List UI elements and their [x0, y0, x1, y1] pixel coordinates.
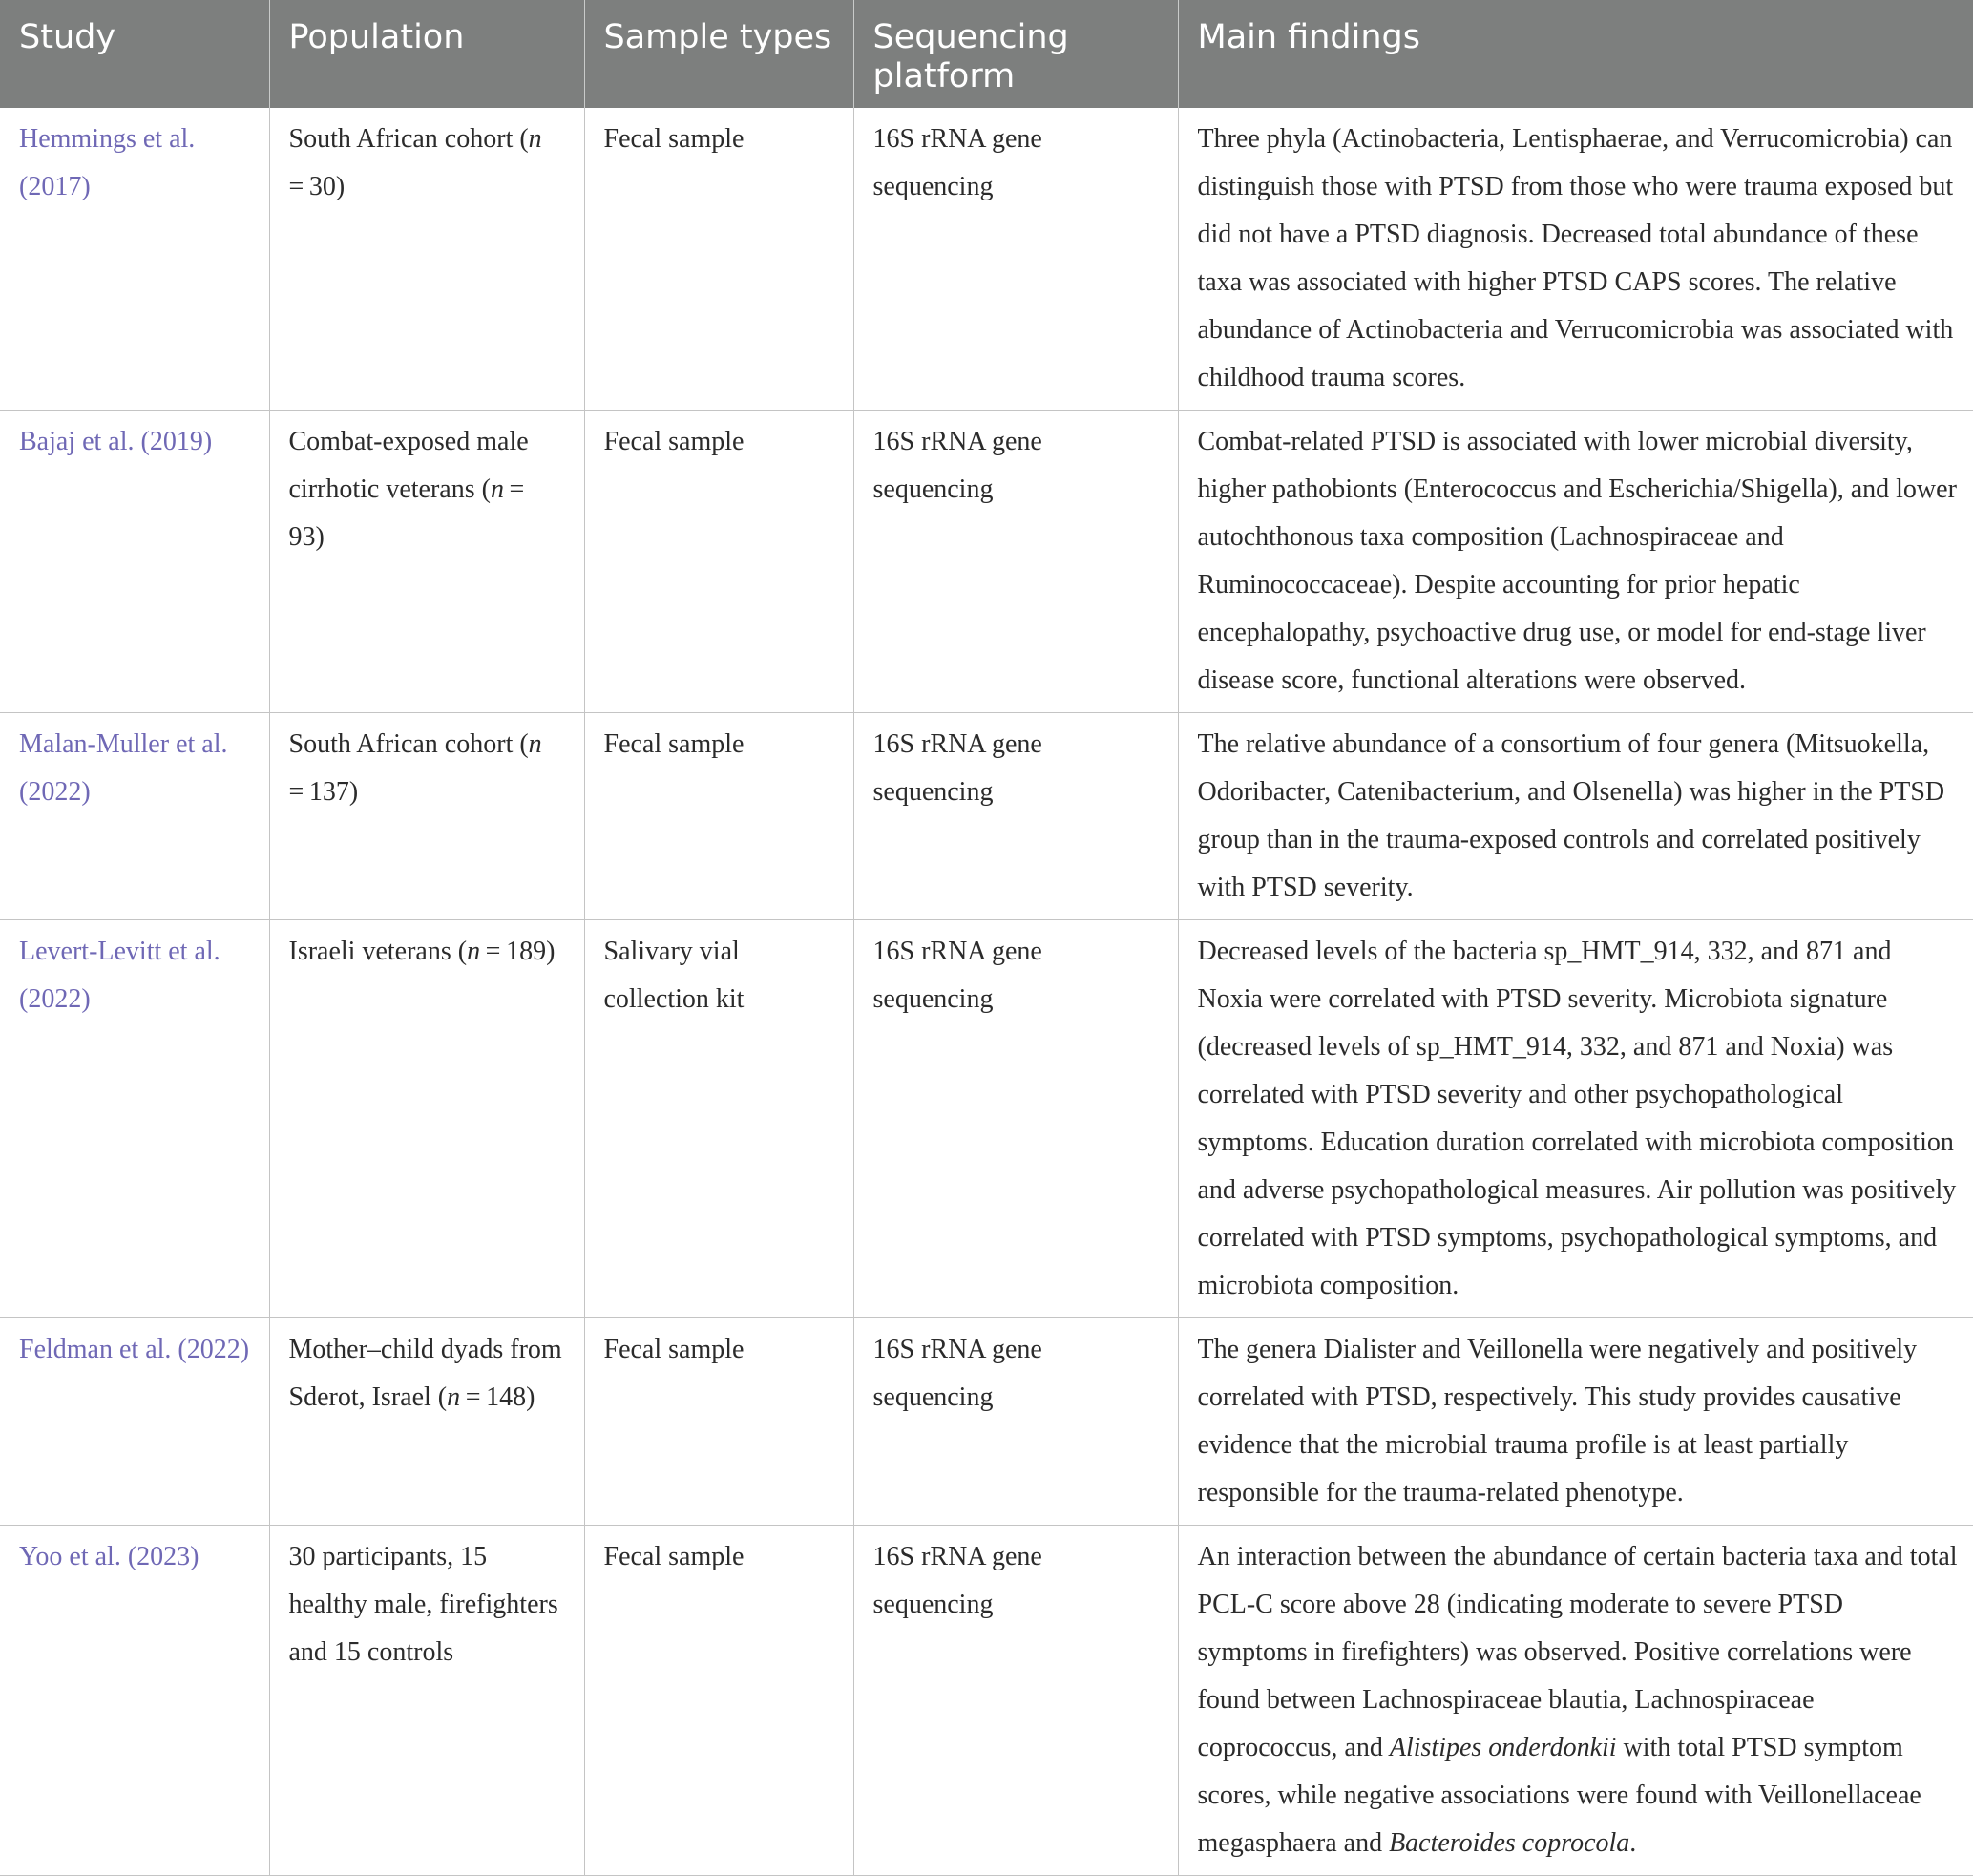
population-text: Israeli veterans (n = 189) [288, 937, 556, 966]
population-cell [269, 108, 584, 411]
population-cell [269, 1526, 584, 1876]
population-cell [269, 1318, 584, 1526]
study-link[interactable]: Bajaj et al. (2019) [0, 411, 269, 713]
platform-cell: 16S rRNA gene sequencing [853, 411, 1178, 713]
findings-cell: The genera Dialister and Veillonella were negatively and positively correlated with PTSD, respectively. This study provides causative evidence that the microbial trauma profile is at least partially responsible for the trauma-related phenotype. [1178, 1318, 1973, 1526]
table-row [0, 920, 1973, 1318]
table-row [0, 1526, 1973, 1876]
platform-cell: 16S rRNA gene sequencing [853, 920, 1178, 1318]
header-sequencing-platform: Sequencing platform [853, 0, 1178, 108]
population-cell [269, 411, 584, 713]
table-row [0, 713, 1973, 920]
population-cell [269, 920, 584, 1318]
findings-cell: Three phyla (Actinobacteria, Lentisphaerae, and Verrucomicrobia) can distinguish those with PTSD from those who were trauma exposed but did not have a PTSD diagnosis. Decreased total abundance of these taxa was associated with higher PTSD CAPS scores. The relative abundance of Actinobacteria and Verrucomicrobia was associated with childhood trauma scores. [1178, 108, 1973, 411]
study-link[interactable]: Yoo et al. (2023) [0, 1526, 269, 1876]
header-main-findings: Main findings [1178, 0, 1973, 108]
population-text: Mother–child dyads from Sderot, Israel (n = 148) [288, 1335, 562, 1412]
study-link[interactable]: Levert-Levitt et al. (2022) [0, 920, 269, 1318]
population-text: Combat-exposed male cirrhotic veterans (n = 93) [288, 427, 530, 552]
header-sample-types: Sample types [584, 0, 853, 108]
platform-cell: 16S rRNA gene sequencing [853, 1318, 1178, 1526]
study-link[interactable]: Hemmings et al. (2017) [0, 108, 269, 411]
table-row [0, 1318, 1973, 1526]
findings-cell: Decreased levels of the bacteria sp_HMT_914, 332, and 871 and Noxia were correlated with PTSD severity. Microbiota signature (decreased levels of sp_HMT_914, 332, and 871 and Noxia) was correlated with PTSD severity and other psychopathological symptoms. Education duration correlated with microbiota composition and adverse psychopathological measures. Air pollution was positively correlated with PTSD symptoms, psychopathological symptoms, and microbiota composition. [1178, 920, 1973, 1318]
sample-type-cell: Fecal sample [584, 411, 853, 713]
table-body [0, 108, 1973, 1876]
sample-type-cell: Fecal sample [584, 1318, 853, 1526]
findings-cell: Combat-related PTSD is associated with lower microbial diversity, higher pathobionts (Enterococcus and Escherichia/Shigella), and lower autochthonous taxa composition (Lachnospiraceae and Ruminococcaceae). Despite accounting for prior hepatic encephalopathy, psychoactive drug use, or model for end-stage liver disease score, functional alterations were observed. [1178, 411, 1973, 713]
population-text: South African cohort (n = 137) [288, 729, 548, 807]
sample-type-cell: Fecal sample [584, 108, 853, 411]
population-text: South African cohort (n = 30) [288, 124, 548, 201]
platform-cell: 16S rRNA gene sequencing [853, 108, 1178, 411]
population-text: 30 participants, 15 healthy male, firefighters and 15 controls [288, 1542, 558, 1667]
findings-cell: The relative abundance of a consortium of four genera (Mitsuokella, Odoribacter, Catenibacterium, and Olsenella) was higher in the PTSD group than in the trauma-exposed controls and correlated positively with PTSD severity. [1178, 713, 1973, 920]
study-link[interactable]: Feldman et al. (2022) [0, 1318, 269, 1526]
population-cell [269, 713, 584, 920]
sample-type-cell: Fecal sample [584, 713, 853, 920]
findings-cell: An interaction between the abundance of certain bacteria taxa and total PCL-C score above 28 (indicating moderate to severe PTSD symptoms in firefighters) was observed. Positive correlations were found between Lachnospiraceae blautia, Lachnospiraceae coprococcus, and Alistipes onderdonkii with total PTSD symptom scores, while negative associations were found with Veillonellaceae megasphaera and Bacteroides coprocola. [1178, 1526, 1973, 1876]
platform-cell: 16S rRNA gene sequencing [853, 1526, 1178, 1876]
header-row [0, 0, 1973, 108]
table-row [0, 108, 1973, 411]
table-row [0, 411, 1973, 713]
sample-type-cell: Fecal sample [584, 1526, 853, 1876]
header-study: Study [0, 0, 269, 108]
platform-cell: 16S rRNA gene sequencing [853, 713, 1178, 920]
table-header [0, 0, 1973, 108]
study-link[interactable]: Malan-Muller et al. (2022) [0, 713, 269, 920]
header-population: Population [269, 0, 584, 108]
sample-type-cell: Salivary vial collection kit [584, 920, 853, 1318]
